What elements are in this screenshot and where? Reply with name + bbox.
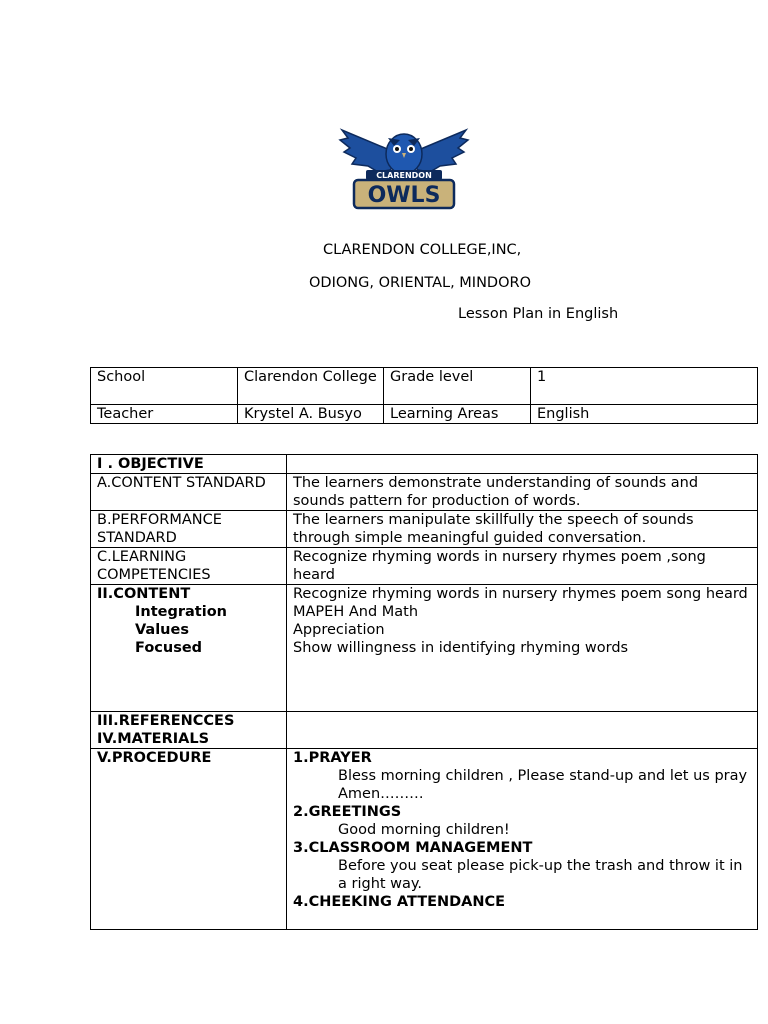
college-address: ODIONG, ORIENTAL, MINDORO — [309, 275, 531, 291]
lesson-plan-table — [90, 454, 758, 930]
table-row — [91, 548, 758, 585]
greetings-text: Good morning children! — [338, 822, 510, 838]
greetings-heading: 2.GREETINGS — [293, 804, 402, 820]
grade-label: Grade level — [384, 368, 531, 405]
values-value: Appreciation — [293, 622, 385, 638]
values-label: Values — [135, 622, 189, 638]
content-label: II.CONTENT — [97, 586, 191, 602]
teacher-label: Teacher — [91, 405, 238, 424]
teacher-value: Krystel A. Busyo — [238, 405, 384, 424]
table-row — [91, 511, 758, 548]
areas-value: English — [531, 405, 758, 424]
grade-value: 1 — [531, 368, 758, 405]
table-row — [91, 712, 758, 749]
svg-text:OWLS: OWLS — [367, 183, 441, 208]
content-section-label — [91, 585, 287, 712]
table-row — [91, 474, 758, 511]
procedure-label: V.PROCEDURE — [91, 749, 287, 930]
integration-label: Integration — [135, 604, 227, 620]
content-standard-value: The learners demonstrate understanding of sounds and sounds pattern for production of words. — [287, 474, 758, 511]
lesson-plan-title: Lesson Plan in English — [458, 306, 619, 322]
references-materials-value — [287, 712, 758, 749]
focused-label: Focused — [135, 640, 203, 656]
prayer-amen: Amen……… — [338, 786, 424, 802]
objective-value — [287, 455, 758, 474]
content-value: Recognize rhyming words in nursery rhymes poem song heard — [293, 586, 748, 602]
management-text: Before you seat please pick-up the trash and throw it in a right way. — [338, 858, 743, 892]
objective-label: I . OBJECTIVE — [91, 455, 287, 474]
areas-label: Learning Areas — [384, 405, 531, 424]
procedure-value — [287, 749, 758, 930]
table-row — [91, 368, 758, 405]
references-materials-label — [91, 712, 287, 749]
competencies-value: Recognize rhyming words in nursery rhymes poem ,song heard — [287, 548, 758, 585]
references-label: III.REFERENCCES — [97, 713, 235, 729]
performance-standard-value: The learners manipulate skillfully the speech of sounds through simple meaningful guided conversation. — [287, 511, 758, 548]
management-heading: 3.CLASSROOM MANAGEMENT — [293, 840, 533, 856]
materials-label: IV.MATERIALS — [97, 731, 210, 747]
table-row — [91, 405, 758, 424]
school-label: School — [91, 368, 238, 405]
table-row — [91, 749, 758, 930]
content-section-value — [287, 585, 758, 712]
clarendon-owls-logo — [338, 126, 470, 210]
table-row — [91, 455, 758, 474]
competencies-label: C.LEARNING COMPETENCIES — [91, 548, 287, 585]
performance-standard-label: B.PERFORMANCE STANDARD — [91, 511, 287, 548]
svg-text:CLARENDON: CLARENDON — [376, 171, 432, 180]
integration-value: MAPEH And Math — [293, 604, 419, 620]
content-standard-label: A.CONTENT STANDARD — [91, 474, 287, 511]
prayer-heading: 1.PRAYER — [293, 750, 372, 766]
school-value: Clarendon College — [238, 368, 384, 405]
prayer-text: Bless morning children , Please stand-up and let us pray — [338, 768, 748, 784]
college-name: CLARENDON COLLEGE,INC, — [323, 242, 522, 258]
info-table — [90, 367, 758, 424]
focused-value: Show willingness in identifying rhyming words — [293, 640, 629, 656]
table-row — [91, 585, 758, 712]
attendance-heading: 4.CHEEKING ATTENDANCE — [293, 894, 506, 910]
